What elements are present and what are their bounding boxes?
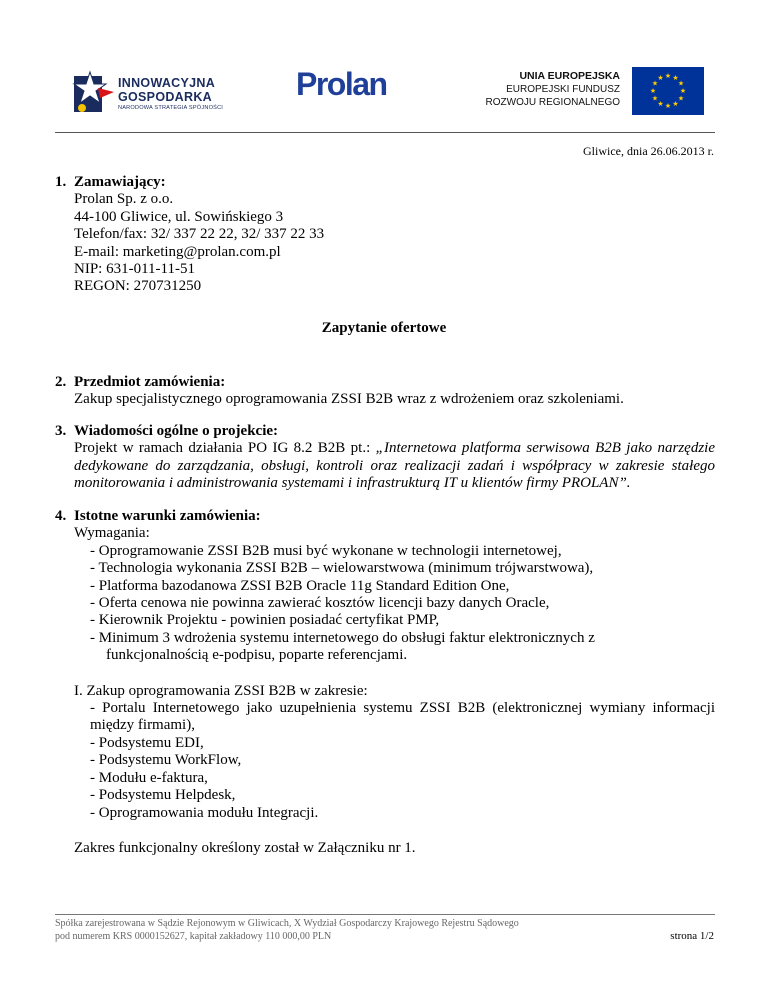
ig-logo-line1: INNOWACYJNA [118, 76, 216, 90]
eu-flag-icon [632, 67, 704, 115]
requirement-item: - Oferta cenowa nie powinna zawierać kosztów licencji bazy danych Oracle, [90, 595, 550, 612]
section-project-info [55, 423, 715, 493]
svg-text:★: ★ [672, 74, 679, 82]
page-number: strona 1/2 [670, 930, 714, 942]
purchase-label: I. Zakup oprogramowania ZSSI B2B w zakresie: [74, 682, 368, 699]
section-contracting-party [55, 174, 324, 296]
requirement-item: - Kierownik Projektu - powinien posiadać certyfikat PMP, [90, 612, 440, 629]
header-divider [55, 132, 715, 133]
ig-logo-line3: NARODOWA STRATEGIA SPÓJNOŚCI [118, 105, 224, 111]
requirement-item: - Platforma bazodanowa ZSSI B2B Oracle 11g Standard Edition One, [90, 577, 510, 594]
company-nip: NIP: 631-011-11-51 [74, 261, 195, 278]
section-number: 3. [55, 423, 67, 439]
purchase-item: - Podsystemu WorkFlow, [90, 752, 242, 769]
eu-logo-line1: UNIA EUROPEJSKA [519, 70, 620, 82]
footer-line1: Spółka zarejestrowana w Sądzie Rejonowym w Gliwicach, X Wydział Gospodarczy Krajowego Rejestru Sądowego [55, 918, 519, 929]
purchase-item: - Oprogramowania modułu Integracji. [90, 804, 319, 821]
order-subject-text: Zakup specjalistycznego oprogramowania ZSSI B2B wraz z wdrożeniem oraz szkoleniami. [74, 391, 624, 408]
section-heading: Wiadomości ogólne o projekcie: [74, 423, 279, 439]
company-phone: Telefon/fax: 32/ 337 22 22, 32/ 337 22 33 [74, 226, 325, 243]
svg-text:★: ★ [679, 87, 687, 95]
document-date: Gliwice, dnia 26.06.2013 r. [583, 144, 714, 158]
section-number: 4. [55, 508, 67, 524]
requirement-item-continued: funkcjonalnością e-podpisu, poparte referencjami. [106, 647, 408, 664]
company-address: 44-100 Gliwice, ul. Sowińskiego 3 [74, 208, 284, 225]
eu-logo-line2: EUROPEJSKI FUNDUSZ [506, 84, 620, 95]
footer-divider [55, 914, 715, 915]
purchase-item: - Podsystemu EDI, [90, 734, 204, 751]
company-name: Prolan Sp. z o.o. [74, 191, 174, 208]
section-order-terms [55, 508, 715, 857]
company-regon: REGON: 270731250 [74, 278, 202, 295]
project-prefix: Projekt w ramach działania PO IG 8.2 B2B pt.: [74, 440, 376, 457]
svg-text:★: ★ [657, 100, 664, 108]
svg-text:★: ★ [657, 74, 664, 82]
section-heading: Istotne warunki zamówienia: [74, 508, 261, 524]
requirement-item: - Oprogramowanie ZSSI B2B musi być wykonane w technologii internetowej, [90, 542, 562, 559]
innowacyjna-gospodarka-logo [72, 68, 232, 118]
ig-logo-line2: GOSPODARKA [118, 90, 212, 104]
prolan-logo: Prolan [296, 66, 387, 102]
requirement-item: - Technologia wykonania ZSSI B2B – wielowarstwowa (minimum trójwarstwowa), [90, 560, 594, 577]
section-number: 2. [55, 374, 67, 390]
footer [55, 917, 519, 943]
svg-text:★: ★ [677, 79, 685, 88]
purchase-item: - Portalu Internetowego jako uzupełnienia systemu ZSSI B2B (elektronicznej wymiany informacji między firmami), [90, 700, 715, 734]
section-heading: Zamawiający: [74, 174, 166, 190]
requirement-item: - Minimum 3 wdrożenia systemu internetowego do obsługi faktur elektronicznych z [90, 629, 595, 646]
section-heading: Przedmiot zamówienia: [74, 374, 226, 390]
eu-logo [485, 67, 704, 113]
purchase-item: - Podsystemu Helpdesk, [90, 787, 236, 804]
svg-text:★: ★ [651, 79, 659, 88]
project-title: „Internetowa platforma serwisowa B2B jako narzędzie dedykowane do zarządzania, obsługi, kontroli oraz realizacji zadań i współpracy w zakresie stałego monitorowania i administrowania systemami i infrastrukturą IT u klientów firmy PROLAN”. [74, 440, 715, 492]
section-number: 1. [55, 174, 67, 190]
svg-text:★: ★ [664, 102, 672, 110]
svg-text:★: ★ [672, 100, 679, 108]
footer-line2: pod numerem KRS 0000152627, kapitał zakładowy 110 000,00 PLN [55, 931, 332, 942]
svg-text:★: ★ [649, 87, 657, 95]
ig-star-icon [72, 70, 116, 116]
eu-logo-line3: ROZWOJU REGIONALNEGO [485, 97, 620, 108]
svg-text:★: ★ [651, 94, 659, 103]
company-email: E-mail: marketing@prolan.com.pl [74, 243, 281, 260]
svg-text:★: ★ [664, 72, 672, 80]
document-title: Zapytanie ofertowe [321, 320, 447, 336]
scope-note: Zakres funkcjonalny określony został w Załączniku nr 1. [74, 839, 416, 856]
svg-text:★: ★ [677, 94, 685, 103]
purchase-item: - Modułu e-faktura, [90, 769, 208, 786]
requirements-label: Wymagania: [74, 525, 150, 542]
section-order-subject [55, 374, 624, 409]
project-description [74, 440, 715, 492]
